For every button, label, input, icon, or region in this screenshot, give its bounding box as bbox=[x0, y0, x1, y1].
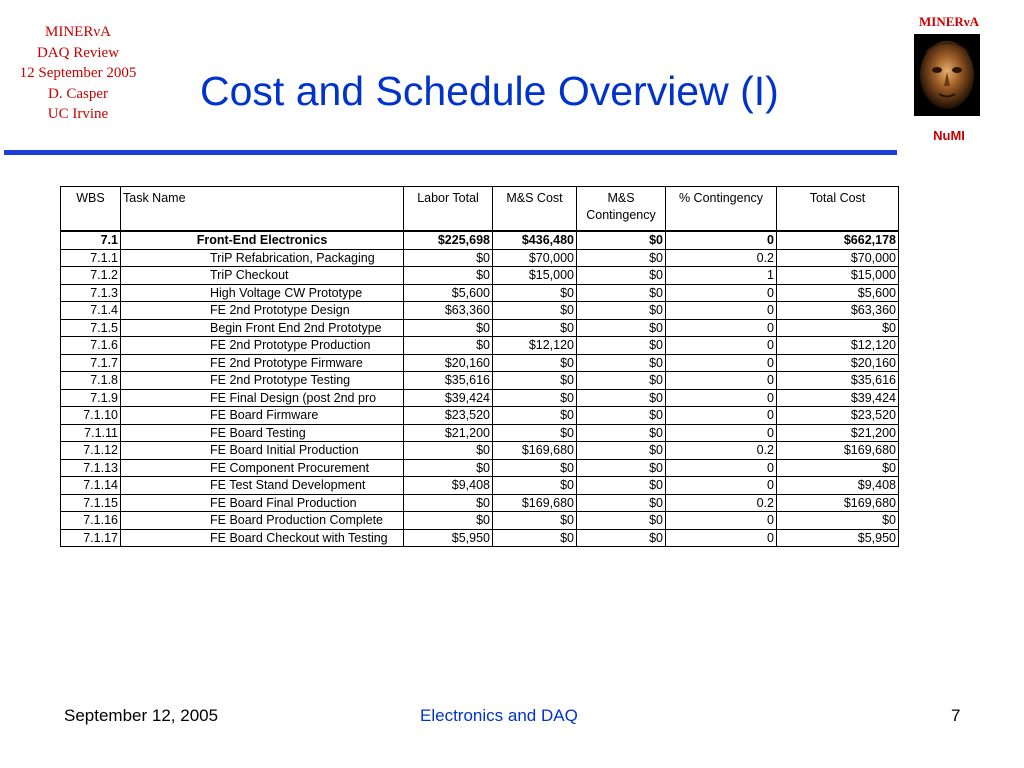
cell-msc: $0 bbox=[577, 354, 666, 372]
cell-ms: $0 bbox=[493, 407, 577, 425]
cell-wbs: 7.1.1 bbox=[61, 249, 121, 267]
cell-labor: $0 bbox=[404, 267, 493, 285]
cell-labor: $21,200 bbox=[404, 424, 493, 442]
col-header-task-name: Task Name bbox=[121, 187, 404, 232]
cell-msc: $0 bbox=[577, 459, 666, 477]
cell-task: FE Board Final Production bbox=[121, 494, 404, 512]
cell-msc: $0 bbox=[577, 267, 666, 285]
cell-pct: 0 bbox=[666, 337, 777, 355]
presenter-name: D. Casper bbox=[48, 85, 108, 102]
cell-pct: 0 bbox=[666, 424, 777, 442]
table-row bbox=[61, 512, 899, 530]
review-date: 12 September 2005 bbox=[19, 65, 137, 81]
cell-ms: $0 bbox=[493, 302, 577, 320]
cell-msc: $0 bbox=[577, 477, 666, 495]
cell-task: FE Component Procurement bbox=[121, 459, 404, 477]
cell-total: $39,424 bbox=[777, 389, 899, 407]
cell-msc: $0 bbox=[577, 529, 666, 547]
cell-labor: $0 bbox=[404, 494, 493, 512]
col-header-ms-cost: M&S Cost bbox=[493, 187, 577, 232]
cell-ms: $0 bbox=[493, 284, 577, 302]
table-row bbox=[61, 302, 899, 320]
cell-task: FE Board Initial Production bbox=[121, 442, 404, 460]
cell-task: FE Board Testing bbox=[121, 424, 404, 442]
cell-msc: $0 bbox=[577, 424, 666, 442]
cell-total: $5,600 bbox=[777, 284, 899, 302]
cell-total: $63,360 bbox=[777, 302, 899, 320]
cell-task: High Voltage CW Prototype bbox=[121, 284, 404, 302]
cell-wbs: 7.1.7 bbox=[61, 354, 121, 372]
cell-labor: $0 bbox=[404, 442, 493, 460]
cell-pct: 0 bbox=[666, 459, 777, 477]
cell-labor: $225,698 bbox=[404, 231, 493, 249]
cell-total: $0 bbox=[777, 459, 899, 477]
cell-total: $5,950 bbox=[777, 529, 899, 547]
table-row bbox=[61, 337, 899, 355]
cell-total: $169,680 bbox=[777, 494, 899, 512]
cell-labor: $5,600 bbox=[404, 284, 493, 302]
table-row bbox=[61, 442, 899, 460]
cell-pct: 0 bbox=[666, 477, 777, 495]
cell-task: FE Board Production Complete bbox=[121, 512, 404, 530]
cell-pct: 0 bbox=[666, 231, 777, 249]
cell-ms: $0 bbox=[493, 319, 577, 337]
table-row bbox=[61, 477, 899, 495]
presenter-affiliation: UC Irvine bbox=[47, 106, 109, 122]
cell-ms: $0 bbox=[493, 389, 577, 407]
cell-labor: $35,616 bbox=[404, 372, 493, 390]
cell-msc: $0 bbox=[577, 442, 666, 460]
cell-wbs: 7.1.5 bbox=[61, 319, 121, 337]
cell-wbs: 7.1 bbox=[61, 231, 121, 249]
cell-ms: $0 bbox=[493, 459, 577, 477]
cell-labor: $63,360 bbox=[404, 302, 493, 320]
cell-task: TriP Checkout bbox=[121, 267, 404, 285]
col-header-wbs: WBS bbox=[61, 187, 121, 232]
cell-pct: 0 bbox=[666, 512, 777, 530]
logo-face-image bbox=[914, 34, 980, 116]
col-header-labor-total: Labor Total bbox=[404, 187, 493, 232]
col-header-ms-contingency: M&S Contingency bbox=[577, 187, 666, 232]
cell-labor: $0 bbox=[404, 337, 493, 355]
logo-caption-top: MINERνA bbox=[919, 14, 979, 29]
cell-total: $23,520 bbox=[777, 407, 899, 425]
table-row bbox=[61, 529, 899, 547]
cell-wbs: 7.1.4 bbox=[61, 302, 121, 320]
cell-msc: $0 bbox=[577, 284, 666, 302]
cell-total: $169,680 bbox=[777, 442, 899, 460]
cell-task: FE Final Design (post 2nd pro bbox=[121, 389, 404, 407]
table-row bbox=[61, 372, 899, 390]
cell-task: FE 2nd Prototype Production bbox=[121, 337, 404, 355]
slide-title: Cost and Schedule Overview (I) bbox=[200, 68, 779, 114]
title-divider bbox=[4, 150, 897, 155]
cell-wbs: 7.1.11 bbox=[61, 424, 121, 442]
cell-total: $662,178 bbox=[777, 231, 899, 249]
cell-labor: $9,408 bbox=[404, 477, 493, 495]
cell-labor: $39,424 bbox=[404, 389, 493, 407]
cell-labor: $0 bbox=[404, 249, 493, 267]
cell-total: $12,120 bbox=[777, 337, 899, 355]
cell-pct: 0 bbox=[666, 354, 777, 372]
cell-ms: $0 bbox=[493, 512, 577, 530]
cell-wbs: 7.1.17 bbox=[61, 529, 121, 547]
table-row bbox=[61, 459, 899, 477]
cell-total: $9,408 bbox=[777, 477, 899, 495]
cell-ms: $0 bbox=[493, 372, 577, 390]
review-name: DAQ Review bbox=[36, 44, 120, 61]
cost-table bbox=[60, 186, 899, 547]
cell-msc: $0 bbox=[577, 337, 666, 355]
table-row bbox=[61, 494, 899, 512]
table-row bbox=[61, 424, 899, 442]
table-row bbox=[61, 267, 899, 285]
cell-labor: $23,520 bbox=[404, 407, 493, 425]
footer-topic: Electronics and DAQ bbox=[420, 706, 578, 725]
cell-total: $35,616 bbox=[777, 372, 899, 390]
cell-msc: $0 bbox=[577, 512, 666, 530]
table-row bbox=[61, 389, 899, 407]
cell-task: Front-End Electronics bbox=[121, 231, 404, 249]
cell-total: $0 bbox=[777, 512, 899, 530]
cell-labor: $20,160 bbox=[404, 354, 493, 372]
cell-msc: $0 bbox=[577, 494, 666, 512]
cell-task: Begin Front End 2nd Prototype bbox=[121, 319, 404, 337]
cell-task: FE 2nd Prototype Design bbox=[121, 302, 404, 320]
table-row bbox=[61, 249, 899, 267]
cell-ms: $0 bbox=[493, 424, 577, 442]
cell-total: $0 bbox=[777, 319, 899, 337]
cell-msc: $0 bbox=[577, 319, 666, 337]
cell-pct: 0 bbox=[666, 389, 777, 407]
cell-labor: $0 bbox=[404, 459, 493, 477]
cell-pct: 0 bbox=[666, 407, 777, 425]
experiment-name: MINERνA bbox=[45, 24, 111, 40]
cell-labor: $0 bbox=[404, 319, 493, 337]
cell-ms: $0 bbox=[493, 529, 577, 547]
table-header-row bbox=[61, 187, 899, 232]
cell-msc: $0 bbox=[577, 249, 666, 267]
cell-msc: $0 bbox=[577, 372, 666, 390]
cell-ms: $436,480 bbox=[493, 231, 577, 249]
cell-ms: $70,000 bbox=[493, 249, 577, 267]
cell-task: FE Board Firmware bbox=[121, 407, 404, 425]
cell-wbs: 7.1.3 bbox=[61, 284, 121, 302]
cell-pct: 0 bbox=[666, 319, 777, 337]
cell-ms: $0 bbox=[493, 354, 577, 372]
cell-ms: $12,120 bbox=[493, 337, 577, 355]
cell-pct: 0.2 bbox=[666, 442, 777, 460]
cell-msc: $0 bbox=[577, 302, 666, 320]
cell-wbs: 7.1.10 bbox=[61, 407, 121, 425]
logo-caption-bottom: NuMI bbox=[933, 128, 965, 143]
cell-wbs: 7.1.15 bbox=[61, 494, 121, 512]
cell-wbs: 7.1.8 bbox=[61, 372, 121, 390]
footer-date: September 12, 2005 bbox=[64, 706, 219, 725]
cell-ms: $15,000 bbox=[493, 267, 577, 285]
cell-ms: $169,680 bbox=[493, 442, 577, 460]
cell-wbs: 7.1.13 bbox=[61, 459, 121, 477]
cell-task: TriP Refabrication, Packaging bbox=[121, 249, 404, 267]
cell-pct: 0.2 bbox=[666, 494, 777, 512]
cell-msc: $0 bbox=[577, 407, 666, 425]
cell-pct: 0 bbox=[666, 372, 777, 390]
cell-wbs: 7.1.9 bbox=[61, 389, 121, 407]
col-header-total-cost: Total Cost bbox=[777, 187, 899, 232]
cell-pct: 0 bbox=[666, 284, 777, 302]
cell-task: FE Board Checkout with Testing bbox=[121, 529, 404, 547]
cell-ms: $0 bbox=[493, 477, 577, 495]
cell-total: $20,160 bbox=[777, 354, 899, 372]
col-header-pct-contingency: % Contingency bbox=[666, 187, 777, 232]
cell-pct: 0 bbox=[666, 529, 777, 547]
cell-wbs: 7.1.6 bbox=[61, 337, 121, 355]
cell-task: FE 2nd Prototype Firmware bbox=[121, 354, 404, 372]
cell-pct: 0.2 bbox=[666, 249, 777, 267]
cell-wbs: 7.1.14 bbox=[61, 477, 121, 495]
cell-task: FE 2nd Prototype Testing bbox=[121, 372, 404, 390]
cell-msc: $0 bbox=[577, 231, 666, 249]
cell-wbs: 7.1.2 bbox=[61, 267, 121, 285]
table-row bbox=[61, 354, 899, 372]
cell-ms: $169,680 bbox=[493, 494, 577, 512]
presentation-info bbox=[0, 22, 156, 125]
cell-labor: $0 bbox=[404, 512, 493, 530]
page-number: 7 bbox=[951, 706, 961, 725]
cell-total: $70,000 bbox=[777, 249, 899, 267]
cell-total: $21,200 bbox=[777, 424, 899, 442]
table-row bbox=[61, 284, 899, 302]
cell-total: $15,000 bbox=[777, 267, 899, 285]
cell-pct: 1 bbox=[666, 267, 777, 285]
table-row bbox=[61, 319, 899, 337]
cell-task: FE Test Stand Development bbox=[121, 477, 404, 495]
cell-wbs: 7.1.12 bbox=[61, 442, 121, 460]
table-row bbox=[61, 407, 899, 425]
cell-pct: 0 bbox=[666, 302, 777, 320]
cell-labor: $5,950 bbox=[404, 529, 493, 547]
cell-msc: $0 bbox=[577, 389, 666, 407]
cell-wbs: 7.1.16 bbox=[61, 512, 121, 530]
summary-row bbox=[61, 231, 899, 249]
